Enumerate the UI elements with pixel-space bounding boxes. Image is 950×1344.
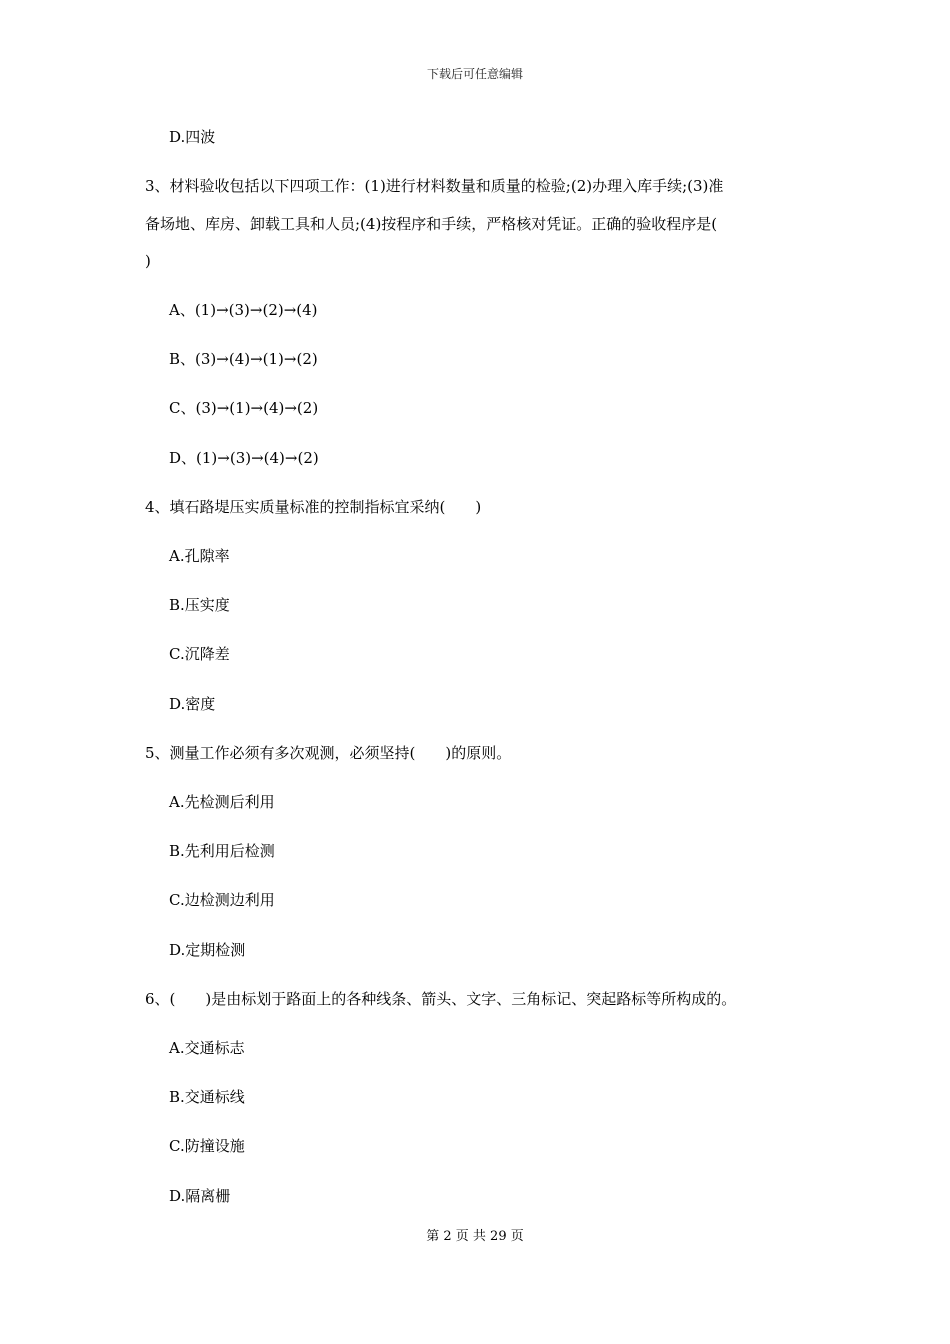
q6-option-c: C.防撞设施 [169, 1137, 245, 1155]
q3-option-a: A、(1)→(3)→(2)→(4) [169, 301, 318, 319]
q5-option-b: B.先利用后检测 [169, 842, 275, 860]
q6-stem: 6、( )是由标划于路面上的各种线条、箭头、文字、三角标记、突起路标等所构成的。 [145, 990, 737, 1008]
q4-option-a: A.孔隙率 [169, 547, 230, 565]
q4-option-c: C.沉降差 [169, 645, 230, 663]
q3-stem-line-2: 备场地、库房、卸载工具和人员;(4)按程序和手续，严格核对凭证。正确的验收程序是( [145, 215, 718, 233]
q6-option-a: A.交通标志 [169, 1039, 245, 1057]
q5-stem: 5、测量工作必须有多次观测，必须坚持( )的原则。 [145, 744, 512, 762]
page-footer: 第 2 页 共 29 页 [426, 1229, 524, 1244]
q6-option-b: B.交通标线 [169, 1088, 245, 1106]
q4-option-b: B.压实度 [169, 596, 230, 614]
q5-option-a: A.先检测后利用 [169, 793, 275, 811]
q4-option-d: D.密度 [169, 695, 216, 713]
q4-stem: 4、填石路堤压实质量标准的控制指标宜采纳( ) [145, 498, 482, 516]
q3-stem-line-3: ) [145, 252, 151, 270]
q3-option-d: D、(1)→(3)→(4)→(2) [169, 449, 319, 467]
q3-stem-line-1: 3、材料验收包括以下四项工作：(1)进行材料数量和质量的检验;(2)办理入库手续;(3)准 [145, 177, 724, 195]
q5-option-d: D.定期检测 [169, 941, 246, 959]
page-header: 下载后可任意编辑 [426, 67, 523, 81]
q3-option-b: B、(3)→(4)→(1)→(2) [169, 350, 318, 368]
q5-option-c: C.边检测边利用 [169, 891, 275, 909]
q2-option-d: D.四波 [169, 128, 216, 146]
q6-option-d: D.隔离栅 [169, 1187, 231, 1205]
q3-option-c: C、(3)→(1)→(4)→(2) [169, 399, 319, 417]
